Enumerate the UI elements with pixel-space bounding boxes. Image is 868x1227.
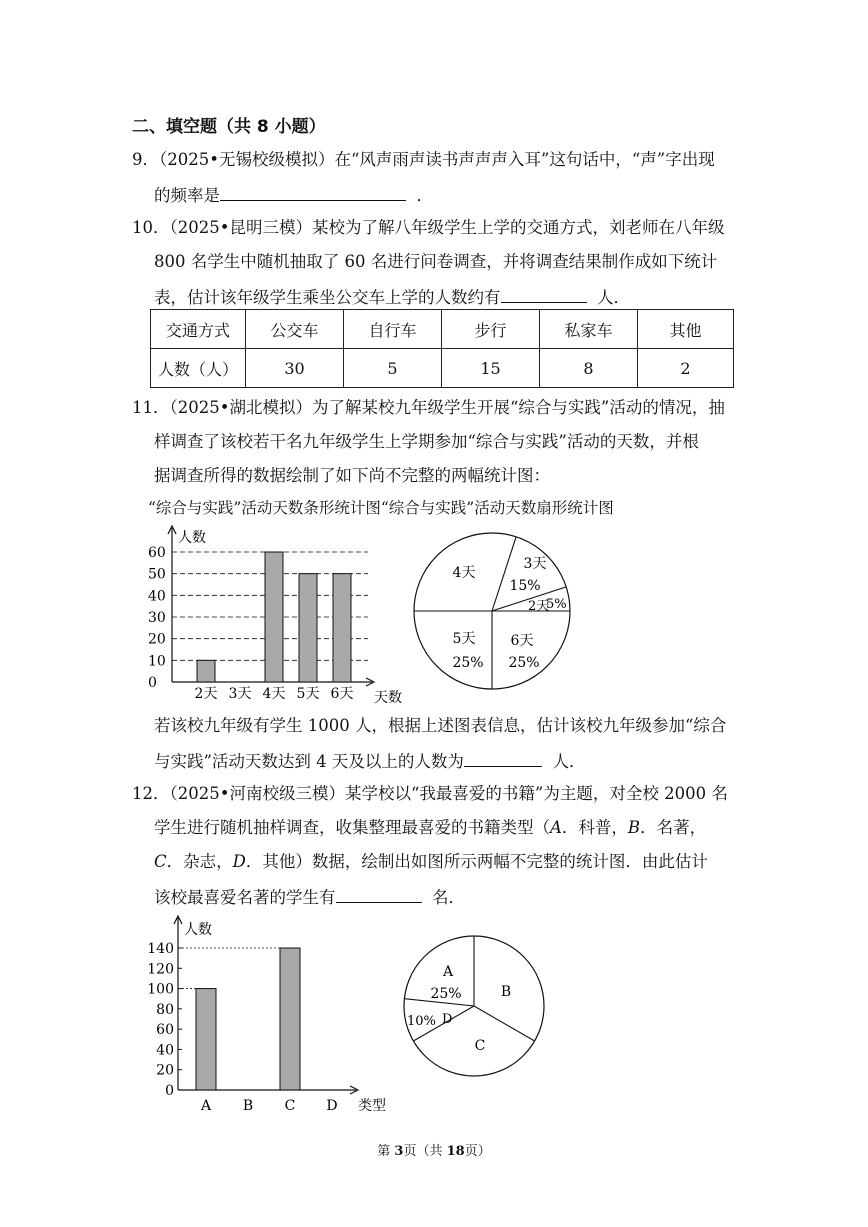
q12-answer-blank (336, 884, 422, 903)
q11-line1: 11．（2025•湖北模拟）为了解某校九年级学生开展“综合与实践”活动的情况，抽 (132, 398, 725, 417)
types-pie-chart (402, 932, 552, 1082)
q12-line4 (154, 884, 465, 910)
y-axis-label: 人数 (178, 530, 206, 546)
q9-text: 的频率是 (154, 186, 220, 205)
y-tick-label: 20 (156, 1062, 174, 1079)
x-axis-label: 天数 (374, 690, 402, 706)
x-tick-label: 4天 (262, 686, 286, 702)
q11-line3: 据调查所得的数据绘制了如下尚不完整的两幅统计图： (154, 466, 550, 485)
footer-mid: 页（共 (403, 1144, 447, 1159)
y-tick-label: 20 (148, 631, 166, 648)
y-tick-label: 40 (148, 588, 166, 605)
bar (280, 948, 300, 1090)
q11-line5 (154, 748, 585, 774)
pie-slice-percent: 15% (509, 578, 541, 594)
days-bar-chart (140, 522, 410, 706)
table-cell: 8 (540, 349, 638, 388)
x-tick-label: A (200, 1098, 212, 1114)
y-tick-label: 80 (156, 1001, 174, 1018)
q10-end: 人． (597, 288, 630, 307)
q12-line2 (154, 816, 706, 840)
q12-line1: 12．（2025•河南校级三模）某学校以“我最喜爱的书籍”为主题，对全校 2000 名 (132, 784, 728, 803)
y-axis-label: 人数 (184, 922, 212, 938)
bar (299, 574, 317, 682)
y-tick-label: 30 (148, 610, 166, 626)
pie-slice-label: 4天 (452, 565, 476, 581)
table-row (151, 349, 734, 388)
q10-line2: 800 名学生中随机抽取了 60 名进行问卷调查，并将调查结果制作成如下统计 (154, 252, 718, 271)
y-tick-label: 0 (148, 675, 157, 691)
pie-slice-percent: 25% (430, 986, 462, 1002)
section-title: 二、填空题（共 8 小题） (132, 117, 326, 137)
pie-slice-percent: 25% (508, 655, 540, 671)
q12-option-letter: B (627, 818, 641, 837)
transport-table (150, 309, 734, 388)
footer-pre: 第 (377, 1144, 395, 1159)
pie-slice-percent: 25% (452, 655, 484, 671)
y-tick-label: 40 (156, 1042, 174, 1059)
footer-total: 18 (446, 1144, 465, 1159)
x-tick-label: D (326, 1098, 338, 1114)
q10-line1: 10．（2025•昆明三模）某校为了解八年级学生上学的交通方式，刘老师在八年级 (132, 218, 725, 237)
q9-line2 (154, 182, 433, 208)
q12-option-letter: D (232, 852, 246, 871)
q12-option-letter: C (154, 852, 167, 871)
q12-end: 名． (432, 888, 465, 907)
x-tick-label: C (284, 1098, 296, 1114)
pie-slice-percent: 10% (407, 1014, 436, 1029)
y-tick-label: 50 (148, 566, 166, 583)
pie-slice-label: 2天 (528, 599, 550, 614)
table-cell: 其他 (638, 310, 734, 349)
q9-end: ． (416, 186, 433, 205)
q10-answer-blank (501, 284, 587, 303)
q12-option-text: ．名著， (640, 818, 707, 837)
bar (196, 989, 216, 1090)
table-cell: 30 (246, 349, 344, 388)
page-footer (0, 1140, 868, 1159)
bar (197, 660, 215, 682)
y-tick-label: 10 (148, 653, 166, 670)
table-cell: 步行 (442, 310, 540, 349)
days-pie-chart (410, 530, 575, 695)
footer-post: 页） (464, 1144, 491, 1159)
q11-line2: 样调查了该校若干名九年级学生上学期参加“综合与实践”活动的天数，并根 (154, 432, 699, 451)
table-cell: 5 (344, 349, 442, 388)
pie-slice-label: 3天 (523, 556, 547, 572)
q12-option-text: ．杂志， (166, 852, 233, 871)
bar (265, 552, 283, 682)
q11-line4: 若该校九年级有学生 1000 人，根据上述图表信息，估计该校九年级参加“综合 (154, 716, 727, 735)
table-cell: 交通方式 (151, 310, 246, 349)
x-tick-label: B (242, 1098, 254, 1114)
q12-option-text: ．其他）数据，绘制出如图所示两幅不完整的统计图．由此估计 (245, 852, 708, 871)
q11-chart-captions: “综合与实践”活动天数条形统计图“综合与实践”活动天数扇形统计图 (148, 499, 614, 517)
y-tick-label: 60 (156, 1022, 174, 1039)
table-cell: 15 (442, 349, 540, 388)
table-cell: 2 (638, 349, 734, 388)
x-tick-label: 2天 (194, 686, 218, 702)
footer-page: 3 (394, 1144, 404, 1159)
y-tick-label: 0 (165, 1083, 174, 1099)
x-tick-label: 5天 (296, 686, 320, 702)
types-bar-chart (140, 912, 400, 1118)
q11-text: 与实践”活动天数达到 4 天及以上的人数为 (154, 752, 464, 771)
table-cell: 公交车 (246, 310, 344, 349)
q12-text: 学生进行随机抽样调查，收集整理最喜爱的书籍类型（ (154, 818, 550, 837)
q12-option-text: ．科普， (561, 818, 628, 837)
table-cell: 私家车 (540, 310, 638, 349)
bar (333, 574, 351, 682)
pie-slice-percent: 5% (546, 597, 567, 612)
x-axis-label: 类型 (358, 1098, 386, 1114)
table-cell: 自行车 (344, 310, 442, 349)
q12-text: 该校最喜爱名著的学生有 (154, 888, 336, 907)
y-tick-label: 100 (147, 981, 174, 998)
q11-answer-blank (464, 748, 542, 767)
x-tick-label: 6天 (330, 686, 354, 702)
table-cell: 人数（人） (151, 349, 246, 388)
pie-slice-label: A (442, 964, 454, 980)
q9-line1: 9．（2025•无锡校级模拟）在“风声雨声读书声声声入耳”这句话中，“声”字出现 (132, 150, 715, 169)
q9-answer-blank (220, 182, 406, 201)
q12-line3 (154, 850, 708, 874)
y-tick-label: 140 (147, 941, 174, 957)
pie-slice-label: B (500, 984, 512, 1000)
q10-text: 表，估计该年级学生乘坐公交车上学的人数约有 (154, 288, 501, 307)
q12-option-letter: A (550, 818, 562, 837)
q11-end: 人． (552, 752, 586, 771)
x-tick-label: 3天 (228, 686, 252, 702)
table-header-row (151, 310, 734, 349)
y-tick-label: 120 (147, 961, 174, 978)
pie-slice-label: D (442, 1012, 453, 1027)
pie-slice-label: 5天 (452, 631, 476, 647)
pie-slice-label: C (474, 1038, 486, 1054)
q10-line3 (154, 284, 630, 310)
y-tick-label: 60 (148, 545, 166, 561)
pie-slice-label: 6天 (510, 633, 534, 649)
